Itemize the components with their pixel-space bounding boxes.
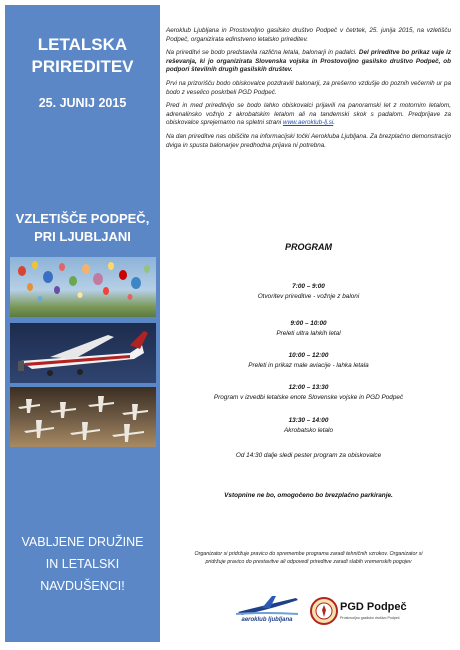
intro-paragraph-1: Aeroklub Ljubljana in Prostovoljno gasilsko društvo Podpeč v četrtek, 25. junija 2015, na vzletišču Podpeč, organizirata edinstveno letalsko prireditev. [166, 27, 451, 43]
intro-text [166, 27, 451, 155]
parking-note: Vstopnine ne bo, omogočeno bo brezplačno parkiranje. [224, 492, 393, 499]
intro-paragraph-3: Prvi na prizorišču bodo obiskovalce pozdravili balonarji, za prešerno vzdušje do poznih večernih ur pa bodo z veselico poskrbeli PGD Podpeč. [166, 79, 451, 96]
program-slot [166, 352, 451, 369]
event-date: 25. JUNIJ 2015 [38, 96, 127, 110]
intro-p2-normal: Na prireditvi se bodo predstavila različna letala, balonarji in padalci. [166, 49, 359, 57]
disclaimer-line1: Organizator si pridržuje pravico do spremembe programa zaradi tehničnih vzrokov. Organizator si [194, 551, 423, 557]
program-slot [166, 283, 451, 300]
balloons-photo [10, 257, 156, 317]
pgd-logo-name: PGD Podpeč [340, 601, 407, 613]
slot-description: Preleti in prikaz male aviacije - lahka letala [248, 362, 369, 369]
slot-description: Preleti ultra lahkih letal [276, 330, 341, 337]
slot-time: 13:30 – 14:00 [288, 417, 329, 424]
glider-icon [232, 592, 302, 618]
slot-time: 9:00 – 10:00 [290, 320, 327, 327]
program-slot [166, 417, 451, 434]
event-title-line2: PRIREDITEV [31, 57, 134, 76]
aeroklub-logo-text: aeroklub ljubljana [241, 617, 293, 623]
sidebar-panel [5, 5, 160, 642]
venue-line1: VZLETIŠČE PODPEČ, [15, 211, 150, 226]
slot-description: Akrobatsko letalo [283, 427, 334, 434]
intro-p4-end: . [333, 119, 336, 127]
disclaimer [166, 550, 451, 566]
program-slot [166, 384, 451, 401]
website-link[interactable]: www.aeroklub-lj.si [282, 119, 334, 127]
plane-photo [10, 323, 156, 383]
program-heading: PROGRAM [285, 242, 332, 252]
closing-line2: IN LETALSKI [45, 557, 120, 571]
intro-paragraph-4 [166, 102, 451, 128]
slot-time: 10:00 – 12:00 [288, 352, 329, 359]
aeroklub-logo [232, 592, 302, 628]
intro-p2-bold: Del prireditve bo prikaz vaje iz reševanja, ki jo organizirata Slovenska vojska in Prostovoljno gasilsko društvo Podpeč, ob podpori številnih drugih gasilskih društev. [166, 49, 451, 74]
intro-paragraph-2 [166, 49, 451, 75]
venue-line2: PRI LJUBLJANI [34, 229, 131, 244]
disclaimer-line2: pridržuje pravico do prestavitve ali odpovedi prireditve zaradi slabih vremenskih pogojev [205, 559, 412, 565]
airfield-photo [10, 387, 156, 447]
slot-time: 12:00 – 13:30 [288, 384, 329, 391]
pgd-logo-subtitle: Prostovoljno gasilsko društvo Podpeč [340, 616, 400, 620]
pgd-logo [310, 594, 450, 630]
program-slot [166, 320, 451, 337]
intro-paragraph-5: Na dan prireditve nas obiščite na informacijski točki Aerokluba Ljubljana. Za brezplačno demonstracijo dviga in spusta balonarjev predhodna prijava ni potrebna. [166, 132, 451, 149]
fire-brigade-emblem-icon [310, 597, 338, 625]
slot-time: 7:00 – 9:00 [292, 283, 325, 290]
slot-description: Otvoritev prireditve - vožnje z baloni [257, 293, 360, 300]
slot-description: Program v izvedbi letalske enote Slovenske vojske in PGD Podpeč [213, 394, 404, 401]
event-title-line1: LETALSKA [37, 35, 128, 54]
closing-line3: NAVDUŠENCI! [40, 579, 125, 593]
closing-line1: VABLJENE DRUŽINE [21, 535, 144, 549]
intro-p4-text: Pred in med prireditvijo se bodo lahko obiskovalci prijavili na panoramski let z motornim letalom, adrenalinsko vožnjo z akrobatskim letalom ali na tandemski skok s padalom. Predprijave za obiskovalce sprejemamo na spletni strani [166, 102, 451, 127]
afternoon-program: Od 14:30 dalje sledi pester program za obiskovalce [235, 452, 382, 459]
